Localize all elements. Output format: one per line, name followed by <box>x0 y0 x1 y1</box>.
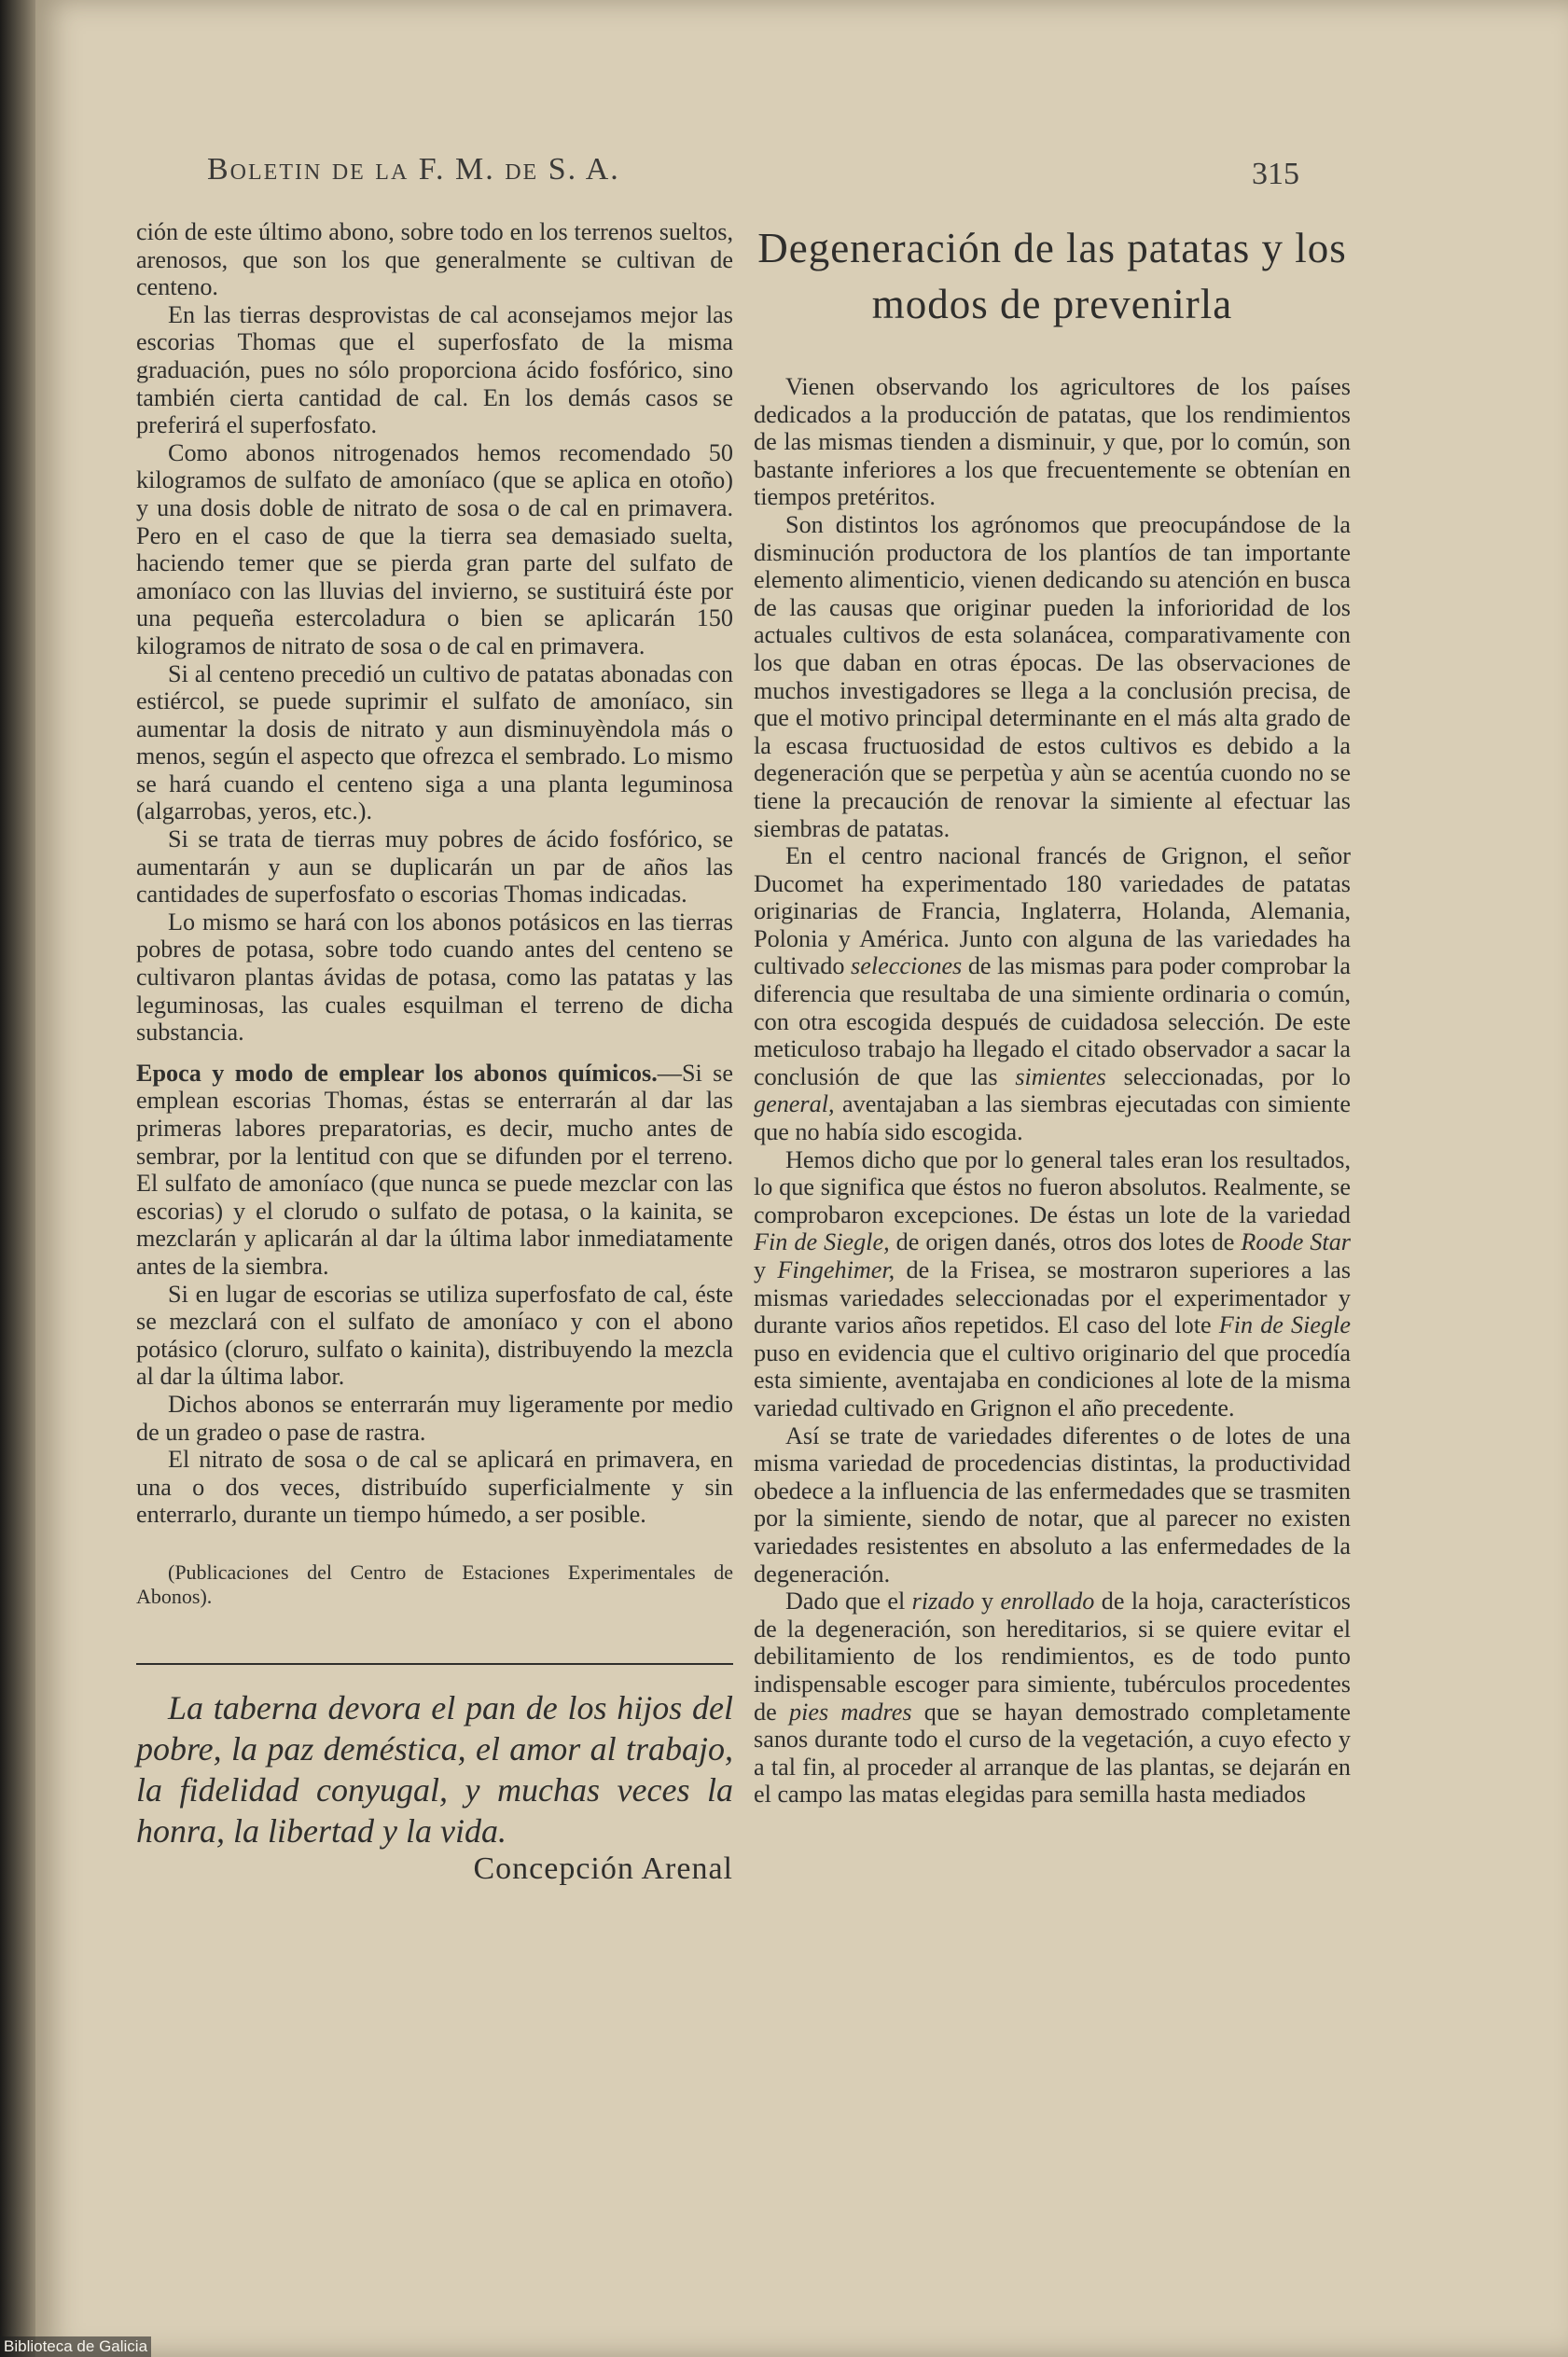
text-run: que se hayan demostrado completamente sanos durante todo el curso de la vegetación, a cuyo efecto y a tal fin, al proceder al arranque de las plantas, se dejarán en el campo las matas elegidas para semilla hasta mediados <box>754 1698 1352 1809</box>
text-run: y <box>754 1256 778 1283</box>
paragraph: En las tierras desprovistas de cal aconsejamos mejor las escorias Thomas que el superfosfato de la misma graduación, pues no sólo proporciona ácido fosfórico, sino también cierta cantidad de cal. En los demás casos se preferirá el superfosfato. <box>136 300 733 439</box>
italic-run: general, <box>754 1090 835 1118</box>
text-run: y <box>974 1588 1001 1615</box>
divider-rule <box>136 1663 733 1665</box>
section-text: —Si se emplean escorias Thomas, éstas se enterrarán al dar las primeras labores preparatorias, es decir, mucho antes de sembrar, por la lentitud con que se difunden por el terreno. El sulfato de amoníaco (que nunca se puede mezclar con las escorias) y el clorudo o sulfato de potasa, o la kainita, se mezclarán y aplicarán al dar la última labor inmediatamente antes de la siembra. <box>136 1059 733 1280</box>
paragraph: Si se trata de tierras muy pobres de ácido fosfórico, se aumentarán y aun se duplicarán un par de años las cantidades de superfosfato o escorias Thomas indicadas. <box>136 825 733 908</box>
paragraph: Así se trate de variedades diferentes o de lotes de una misma variedad de procedencias distintas, la productividad obedece a la influencia de las enfermedades que se trasmiten por la simiente, siendo de notar, que al parecer no existen variedades resistentes en absoluto a las enfermedades de la degeneración. <box>754 1421 1351 1588</box>
quote-text: La taberna devora el pan de los hijos del pobre, la paz deméstica, el amor al trabajo, la fidelidad conyugal, y muchas veces la honra, la libertad y la vida. <box>136 1688 733 1850</box>
right-column <box>754 218 1351 1809</box>
paragraph: Vienen observando los agricultores de los países dedicados a la producción de patatas, que los rendimientos de las mismas tienden a disminuir, y que, por lo común, son bastante inferiores a los que frecuentemente se obtenían en tiempos pretéritos. <box>754 373 1351 511</box>
italic-run: pies madres <box>788 1698 912 1726</box>
paragraph: Como abonos nitrogenados hemos recomendado 50 kilogramos de sulfato de amoníaco (que se aplica en otoño) y una dosis doble de nitrato de sosa o de cal en primavera. Pero en el caso de que la tierra sea demasiado suelta, haciendo temer que se pierda gran parte del sulfato de amoníaco con las lluvias del invierno, se sustituirá éste por una pequeña estercoladura o bien se aplicarán 150 kilogramos de nitrato de sosa o de cal en primavera. <box>136 438 733 659</box>
paragraph: ción de este último abono, sobre todo en los terrenos sueltos, arenosos, que son los que generalmente se cultivan de centeno. <box>136 218 733 301</box>
section-heading: Epoca y modo de emplear los abonos químicos. <box>136 1059 658 1087</box>
text-run: Hemos dicho que por lo general tales eran los resultados, lo que significa que éstos no fueron absolutos. Realmente, se comprobaron excepciones. De éstas un lote de la variedad <box>754 1145 1351 1228</box>
article-title: Degeneración de las patatas y los modos de prevenirla <box>757 225 1347 327</box>
italic-run: Fingehimer, <box>777 1256 895 1283</box>
paragraph <box>754 842 1351 1146</box>
text-run: En el centro nacional francés de Grignon, el señor Ducomet ha experimentado 180 variedades de patatas originarias de Francia, Inglaterra, Holanda, Alemania, Polonia y América. Junto con alguna de las variedades ha cultivado <box>754 842 1351 980</box>
left-column <box>136 218 733 1886</box>
text-run: Dado que el <box>785 1588 912 1615</box>
section-paragraph <box>136 1060 733 1281</box>
running-header: Boletin de la F. M. de S. A. <box>207 152 620 187</box>
text-run: aventajaban a las siembras ejecutadas con simiente que no había sido escogida. <box>754 1090 1351 1146</box>
italic-run: simientes <box>1015 1062 1106 1090</box>
paragraph: Dichos abonos se enterrarán muy ligeramente por medio de un gradeo o pase de rastra. <box>136 1390 733 1446</box>
page-number: 315 <box>1252 157 1299 191</box>
paragraph: Si al centeno precedió un cultivo de patatas abonadas con estiércol, se puede suprimir el sulfato de amoníaco, sin aumentar la dosis de nitrato y aun disminuyèndola más o menos, según el aspecto que ofrezca el sembrado. Lo mismo se hará cuando el centeno siga a una planta leguminosa (algarrobas, yeros, etc.). <box>136 659 733 825</box>
text-run: de la Frisea, se mostraron superiores a las mismas variedades seleccionadas por el experimentador y durante varios años repetidos. El caso del lote <box>754 1256 1352 1339</box>
text-run: seleccionadas, por lo <box>1105 1062 1352 1090</box>
paragraph <box>754 1588 1351 1809</box>
italic-run: Fin de Siegle, <box>754 1228 890 1256</box>
italic-run: Fin de Siegle <box>1218 1311 1351 1339</box>
italic-run: enrollado <box>1000 1588 1095 1615</box>
library-watermark: Biblioteca de Galicia <box>0 2336 151 2357</box>
text-run: puso en evidencia que el cultivo originario del que procedía esta simiente, aventajaba en condiciones al lote de la misma variedad cultivado en Grignon el año precedente. <box>754 1338 1351 1421</box>
text-run: de la hoja, característicos de la degeneración, son hereditarios, si se quiere evitar el debilitamiento de los rendimientos, es de todo punto indispensable escoger para simiente, tubérculos procedentes de <box>754 1588 1351 1726</box>
italic-run: rizado <box>911 1588 975 1615</box>
text-run: de las mismas para poder comprobar la diferencia que resultaba de una simiente ordinaria o común, con otra escogida después de cuidadosa selección. De este meticuloso trabajo ha llegado el citado observador a sacar la conclusión de que las <box>754 952 1351 1090</box>
paragraph: Son distintos los agrónomos que preocupándose de la disminución productora de los plantíos de tan importante elemento alimenticio, vienen dedicando su atención en busca de las causas que originar pueden la inforioridad de los actuales cultivos de esta solanácea, comparativamente con los que daban en otras épocas. De las observaciones de muchos investigadores se llega a la conclusión precisa, de que el motivo principal determinante en el más alta grado de la escasa fructuosidad de estos cultivos es debido a la degeneración que se perpetùa y aùn se acentúa cuondo no se tiene la precaución de renovar la simiente al efectuar las siembras de patatas. <box>754 510 1351 842</box>
paragraph: Lo mismo se hará con los abonos potásicos en las tierras pobres de potasa, sobre todo cuando antes del centeno se cultivaron plantas ávidas de potasa, como las patatas y las leguminosas, las cuales esquilman el terreno de dicha substancia. <box>136 908 733 1047</box>
paragraph <box>754 1146 1351 1422</box>
paragraph: El nitrato de sosa o de cal se aplicará en primavera, en una o dos veces, distribuído superficialmente y sin enterrarlo, durante un tiempo húmedo, a ser posible. <box>136 1446 733 1529</box>
source-note: (Publicaciones del Centro de Estaciones Experimentales de Abonos). <box>136 1560 733 1608</box>
italic-run: Roode Star <box>1241 1228 1351 1256</box>
quote-author: Concepción Arenal <box>473 1851 733 1886</box>
italic-run: selecciones <box>851 952 963 980</box>
text-run: de origen danés, otros dos lotes de <box>889 1228 1242 1256</box>
paragraph: Si en lugar de escorias se utiliza superfosfato de cal, éste se mezclará con el sulfato de amoníaco y con el abono potásico (cloruro, sulfato o kainita), distribuyendo la mezcla al dar la última labor. <box>136 1280 733 1391</box>
